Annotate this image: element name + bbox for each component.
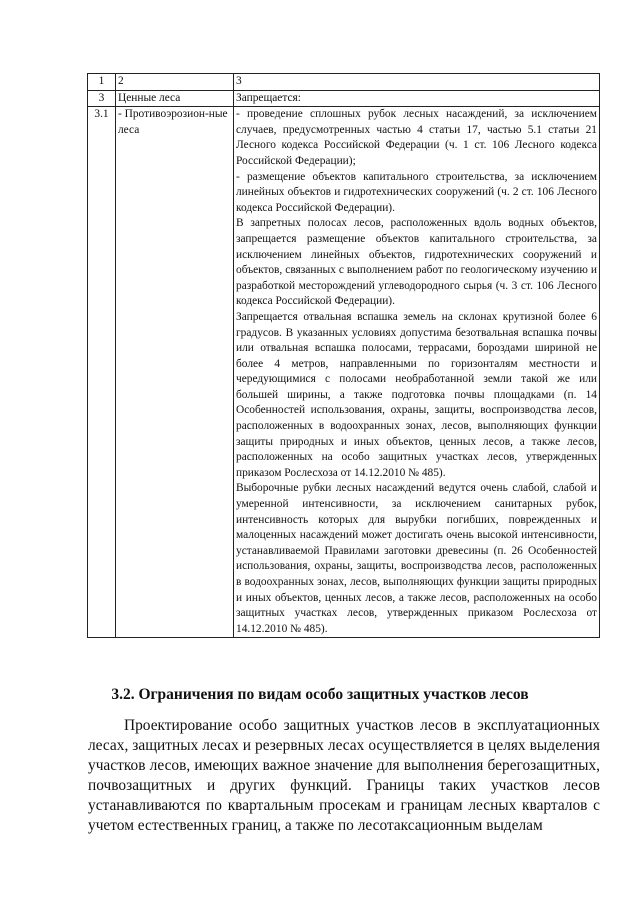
restriction-text bbox=[234, 107, 600, 638]
table-row bbox=[88, 107, 600, 638]
section-paragraph: Проектирование особо защитных участков лесов в эксплуатационных лесах, защитных лесах и резервных лесах осуществляется в целях выделения участков лесов, имеющих важное значение для выполнения берегозащитных, почвозащитных и других функций. Границы таких участков лесов устанавливаются по квартальным просекам и границам лесных кварталов с учетом естественных границ, а также по лесотаксационным выделам bbox=[88, 717, 600, 834]
row-number: 3 bbox=[88, 90, 116, 107]
section-title: 3.2. Ограничения по видам особо защитных участков лесов bbox=[111, 686, 529, 703]
forest-category: Ценные леса bbox=[116, 90, 234, 107]
header-cell-3: 3 bbox=[234, 74, 600, 91]
restriction-paragraph: - проведение сплошных рубок лесных насаждений, за исключением случаев, предусмотренных частью 4 статьи 17, частью 5.1 статьи 21 Лесного кодекса Российской Федерации (ч. 1 ст. 106 Лесного кодекса Российской Федерации); bbox=[236, 108, 597, 167]
row-number: 3.1 bbox=[88, 107, 116, 638]
restrictions-table bbox=[87, 73, 600, 638]
restriction-heading: Запрещается: bbox=[234, 90, 600, 107]
restriction-paragraph: В запретных полосах лесов, расположенных вдоль водных объектов, запрещается размещение объектов капитального строительства, за исключением линейных объектов, гидротехнических сооружений и объектов, связанных с выполнением работ по геологическому изучению и разработкой месторождений углеводородного сырья (ч. 3 ст. 106 Лесного кодекса Российской Федерации). bbox=[236, 217, 597, 308]
table-row bbox=[88, 90, 600, 107]
header-cell-1: 1 bbox=[88, 74, 116, 91]
forest-category: - Противоэрозион-ные леса bbox=[116, 107, 234, 638]
restriction-paragraph: - размещение объектов капитального строительства, за исключением линейных объектов и гидротехнических сооружений (ч. 2 ст. 106 Лесного кодекса Российской Федерации). bbox=[236, 170, 597, 214]
restriction-paragraph: Запрещается отвальная вспашка земель на склонах крутизной более 6 градусов. В указанных условиях допустима безотвальная вспашка почвы или отвальная вспашка полосами, террасами, бороздами шириной не более 4 метров, направленными по горизонталям местности и чередующимися с полосами необработанной земли такой же или большей ширины, а также подготовка почвы площадками (п. 14 Особенностей использования, охраны, защиты, воспроизводства лесов, расположенных в водоохранных зонах, лесов, выполняющих функции защиты природных и иных объектов, ценных лесов, а также лесов, расположенных на особо защитных участках лесов, утвержденных приказом Рослесхоза от 14.12.2010 № 485). bbox=[236, 310, 597, 479]
restriction-paragraph: Выборочные рубки лесных насаждений ведутся очень слабой, слабой и умеренной интенсивности, за исключением санитарных рубок, интенсивность которых для вырубки погибших, поврежденных и малоценных насаждений может достигать очень высокой интенсивности, устанавливаемой Правилами заготовки древесины (п. 26 Особенностей использования, охраны, защиты, воспроизводства лесов, расположенных в водоохранных зонах, лесов, выполняющих функции защиты природных и иных объектов, ценных лесов, а также лесов, расположенных на особо защитных участках лесов, утвержденных приказом Рослесхоза от 14.12.2010 № 485). bbox=[236, 482, 597, 635]
header-cell-2: 2 bbox=[116, 74, 234, 91]
table-header-row bbox=[88, 74, 600, 91]
